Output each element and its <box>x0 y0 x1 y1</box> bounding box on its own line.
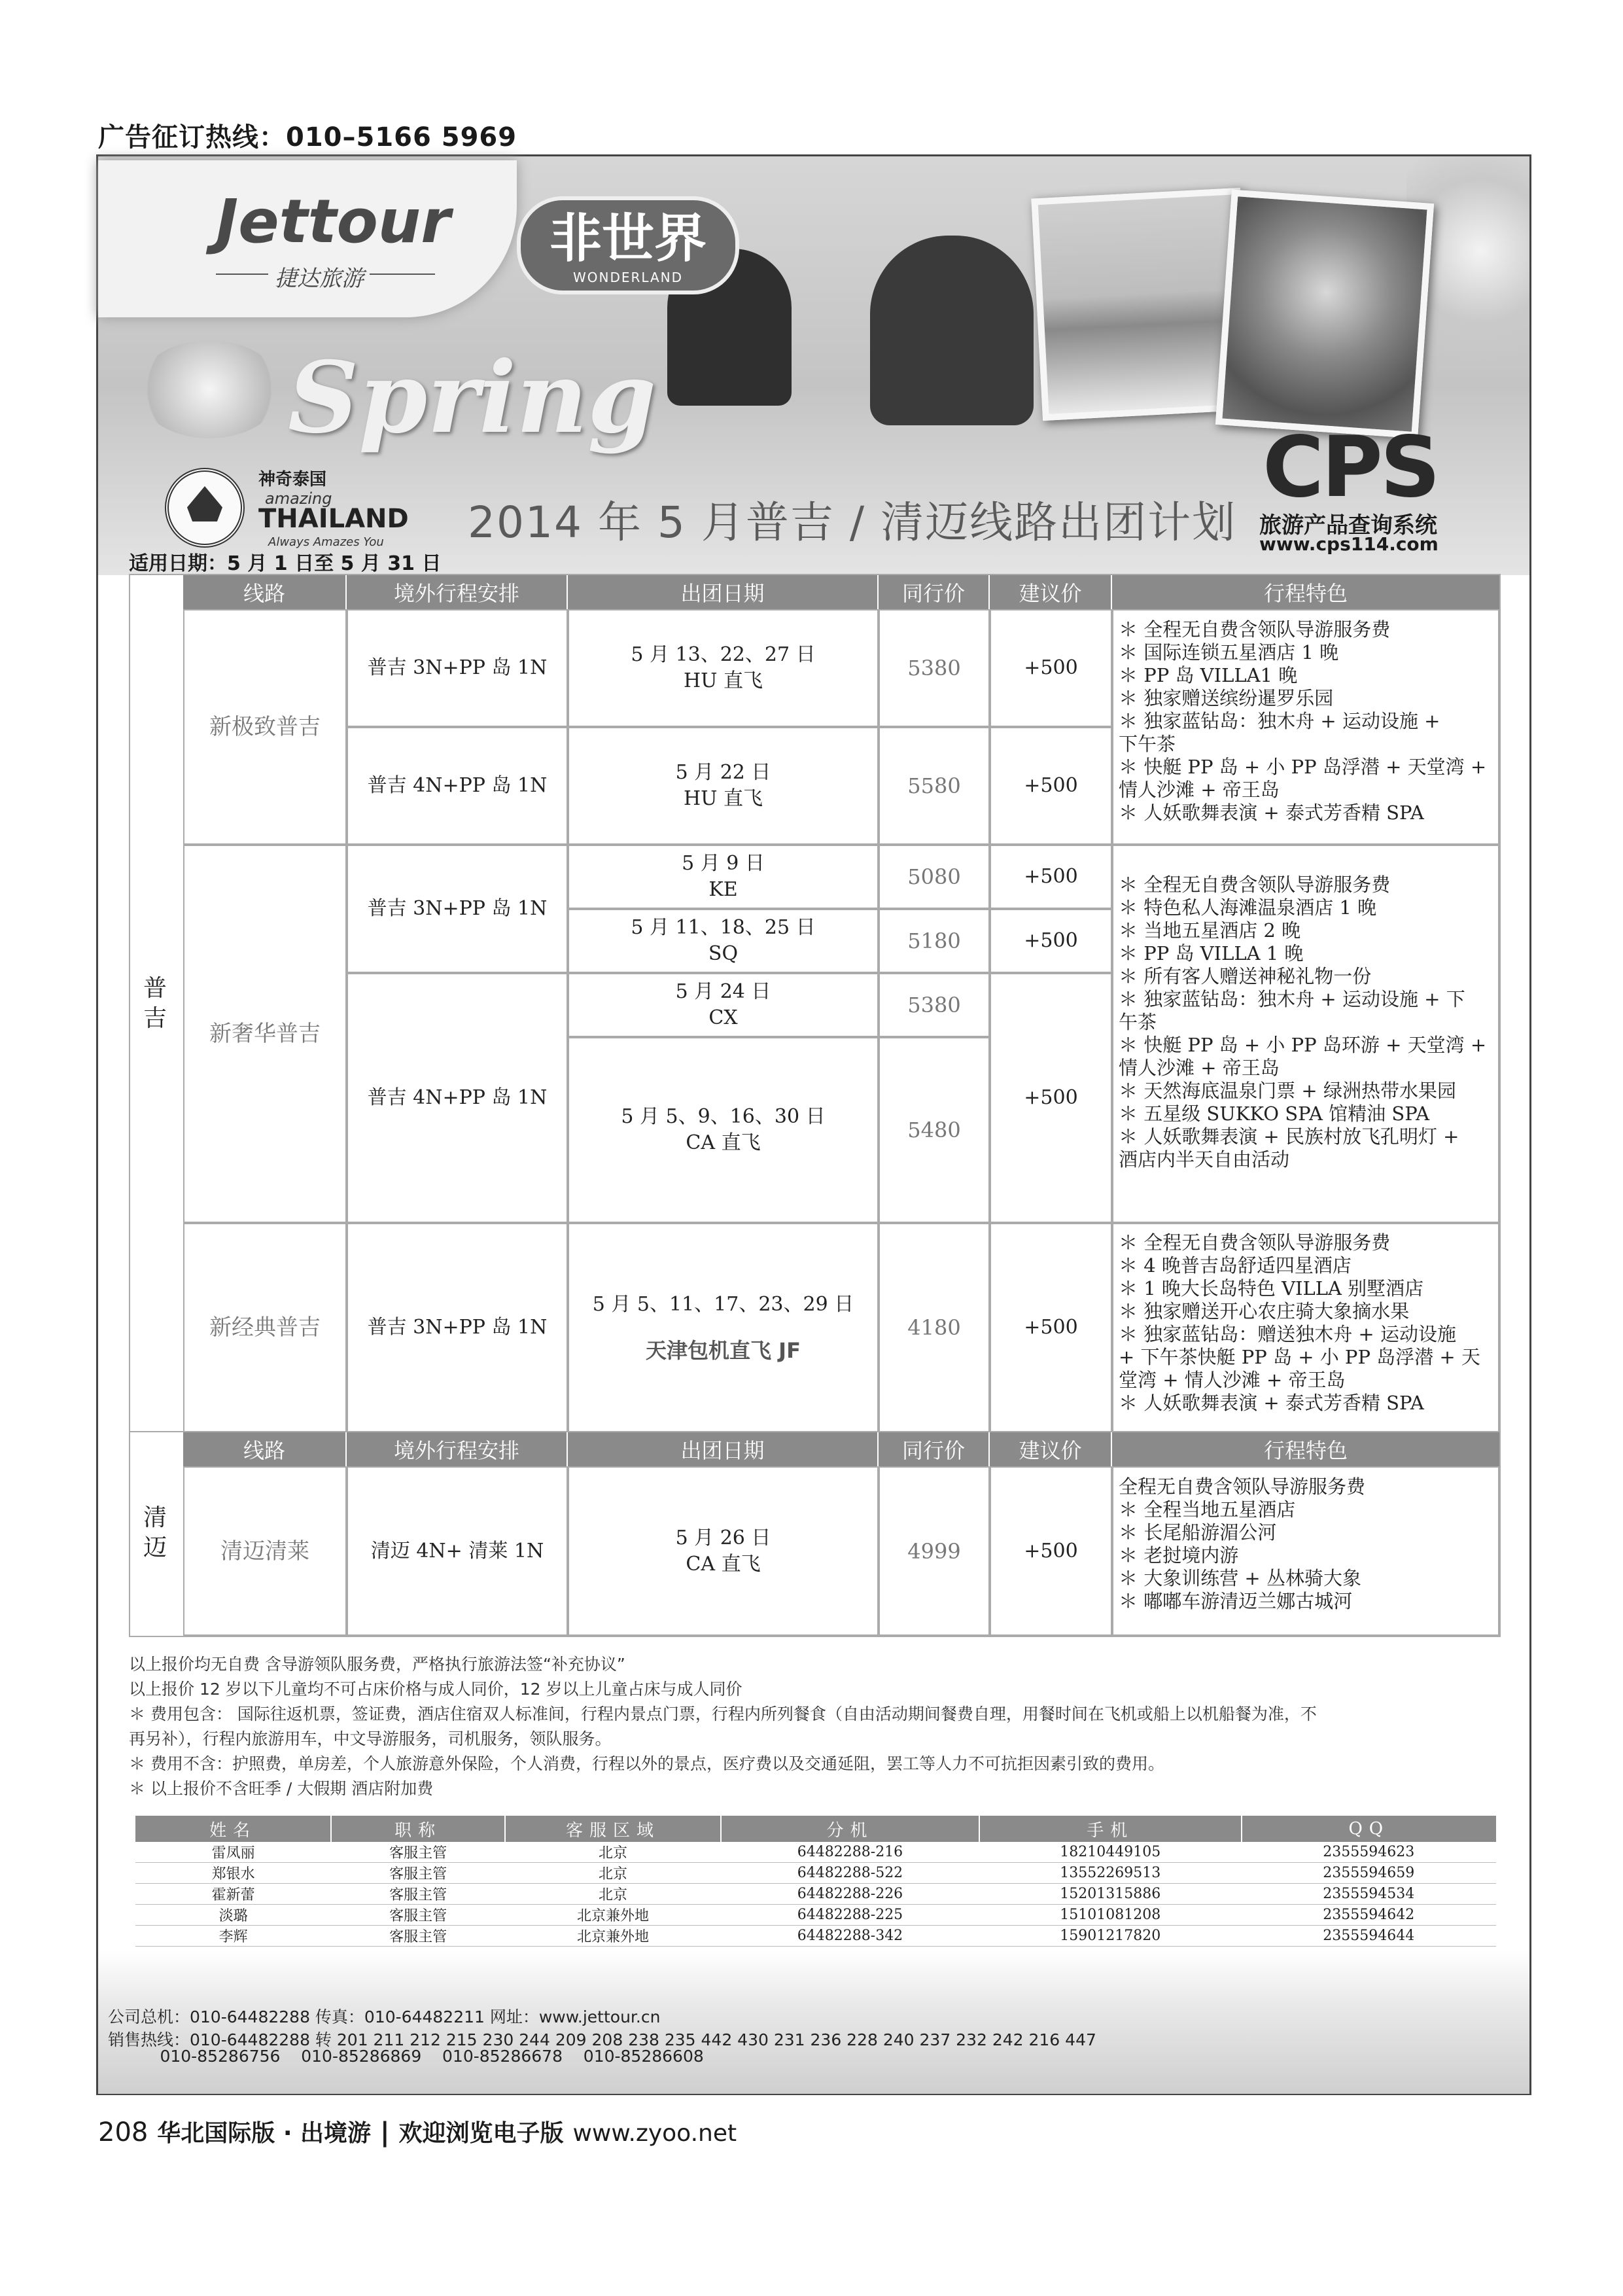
feature-line: ＊ 人妖歌舞表演 + 泰式芳香精 SPA <box>1119 802 1424 824</box>
header-itinerary: 境外行程安排 <box>347 575 568 609</box>
contact-name: 淡璐 <box>135 1905 331 1926</box>
feature-line: ＊ 人妖歌舞表演 + 泰式芳香精 SPA <box>1119 1392 1424 1414</box>
feature-line: ＊ 所有客人赠送神秘礼物一份 <box>1119 965 1372 987</box>
cps-logo: CPS <box>1263 419 1438 516</box>
features-xjz <box>1112 618 1499 824</box>
feature-line: ＊ 全程当地五星酒店 <box>1119 1498 1296 1521</box>
feature-line: + 下午茶快艇 PP 岛 + 小 PP 岛浮潜 + 天 <box>1119 1346 1480 1368</box>
note-line: 再另补），行程内旅游用车，中文导游服务，司机服务，领队服务。 <box>129 1729 612 1748</box>
ad-hotline: 广告征订热线：010–5166 5969 <box>98 122 517 152</box>
suggest-price-xjz-1: +500 <box>990 609 1112 727</box>
date-xjd <box>568 1223 879 1432</box>
feature-line: ＊ 独家蓝钻岛：独木舟 + 运动设施 + 下 <box>1119 988 1465 1010</box>
flight-text: HU 直飞 <box>684 669 763 692</box>
spring-script: Spring <box>288 340 657 455</box>
route-name-xjz: 新极致普吉 <box>183 609 347 845</box>
sales-hotline-line: 销售热线：010-64482288 转 201 211 212 215 230 244 209 208 238 235 442 430 231 236 228 240 237 232 242 216 447 <box>108 2030 1096 2049</box>
header-route-2: 线路 <box>183 1432 347 1466</box>
table-row <box>135 1884 1496 1905</box>
contact-name: 李辉 <box>135 1926 331 1947</box>
header-trade-price: 同行价 <box>879 575 990 609</box>
feature-line: ＊ 特色私人海滩温泉酒店 1 晚 <box>1119 896 1377 919</box>
thailand-logo-amazing: amazing <box>265 489 332 508</box>
feature-line: ＊ 独家赠送开心农庄骑大象摘水果 <box>1119 1300 1410 1322</box>
island-rock-right <box>870 236 1034 425</box>
itinerary-xsh-2: 普吉 4N+PP 岛 1N <box>347 973 568 1223</box>
feature-line: 堂湾 + 情人沙滩 + 帝王岛 <box>1119 1369 1346 1391</box>
feature-line: 午茶 <box>1119 1011 1157 1033</box>
note-line: ＊ 费用包含： 国际往返机票，签证费，酒店住宿双人标准间，行程内景点门票，行程内所列餐食（自由活动期间餐费自理，用餐时间在飞机或船上以机船餐为准，不 <box>129 1704 1317 1723</box>
sales-hotline-line-2: 010-85286756 010-85286869 010-85286678 010-85286608 <box>108 2047 704 2066</box>
trade-price-xsh-1: 5080 <box>879 845 990 909</box>
contact-title: 客服主管 <box>331 1905 505 1926</box>
table-row <box>135 1842 1496 1863</box>
thailand-tagline: Always Amazes You <box>268 535 384 549</box>
date-xjz-1 <box>568 609 879 727</box>
flower-decoration <box>137 340 281 438</box>
suggest-price-xjz-2: +500 <box>990 727 1112 845</box>
date-xsh-1 <box>568 845 879 909</box>
header-suggest-price: 建议价 <box>990 575 1112 609</box>
flight-text: CX <box>708 1006 738 1029</box>
trade-price-xjz-1: 5380 <box>879 609 990 727</box>
contact-title: 客服主管 <box>331 1842 505 1863</box>
logo-rule-left <box>216 274 268 275</box>
flight-text: 天津包机直飞 JF <box>646 1338 801 1363</box>
contact-region: 北京 <box>505 1842 721 1863</box>
contact-qq: 2355594659 <box>1242 1863 1496 1884</box>
region-label-chiangmai: 清迈 <box>143 1504 167 1561</box>
footer-separator: | <box>379 2117 390 2147</box>
contact-title: 客服主管 <box>331 1926 505 1947</box>
flight-text: HU 直飞 <box>684 787 763 810</box>
itinerary-qm: 清迈 4N+ 清莱 1N <box>347 1466 568 1636</box>
price-notes <box>129 1652 1503 1801</box>
itinerary-xjz-2: 普吉 4N+PP 岛 1N <box>347 727 568 845</box>
itinerary-xjz-1: 普吉 3N+PP 岛 1N <box>347 609 568 727</box>
header-trade-price-2: 同行价 <box>879 1432 990 1466</box>
contact-name: 霍新蕾 <box>135 1884 331 1905</box>
feature-line: 酒店内半天自由活动 <box>1119 1148 1290 1171</box>
feature-line: ＊ 独家蓝钻岛：赠送独木舟 + 运动设施 <box>1119 1323 1456 1345</box>
route-name-xjd: 新经典普吉 <box>183 1223 347 1432</box>
feature-line: ＊ 嘟嘟车游清迈兰娜古城河 <box>1119 1590 1353 1612</box>
suggest-price-xjd: +500 <box>990 1223 1112 1432</box>
date-text: 5 月 22 日 <box>675 761 771 784</box>
page-number: 208 <box>98 2117 148 2147</box>
jettour-logo: Jettour <box>216 186 451 256</box>
contact-qq: 2355594642 <box>1242 1905 1496 1926</box>
trade-price-xjd: 4180 <box>879 1223 990 1432</box>
date-qm <box>568 1466 879 1636</box>
date-xjz-2 <box>568 727 879 845</box>
staff-photo <box>1215 190 1434 439</box>
trade-price-xsh-3: 5380 <box>879 973 990 1037</box>
contact-mobile: 18210449105 <box>979 1842 1241 1863</box>
features-xsh <box>1112 874 1499 1171</box>
contact-mobile: 15901217820 <box>979 1926 1241 1947</box>
contact-table <box>135 1816 1496 1947</box>
feature-line: ＊ PP 岛 VILLA1 晚 <box>1119 664 1298 686</box>
thailand-tourism-seal <box>165 468 245 548</box>
feature-line: 情人沙滩 + 帝王岛 <box>1119 1057 1280 1079</box>
contact-header: QQ <box>1242 1816 1496 1842</box>
feature-line: ＊ PP 岛 VILLA 1 晚 <box>1119 942 1304 964</box>
contact-region: 北京兼外地 <box>505 1905 721 1926</box>
note-line: ＊ 费用不含：护照费，单房差，个人旅游意外保险，个人消费，行程以外的景点，医疗费以及交通延阻，罢工等人力不可抗拒因素引致的费用。 <box>129 1754 1164 1773</box>
header-features: 行程特色 <box>1112 575 1499 609</box>
contact-name: 雷凤丽 <box>135 1842 331 1863</box>
feature-line: ＊ 天然海底温泉门票 + 绿洲热带水果园 <box>1119 1080 1456 1102</box>
route-name-xsh: 新奢华普吉 <box>183 845 347 1223</box>
feature-line: ＊ 快艇 PP 岛 + 小 PP 岛环游 + 天堂湾 + <box>1119 1034 1487 1056</box>
region-label-phuket: 普吉 <box>143 975 167 1032</box>
contact-ext: 64482288-226 <box>721 1884 979 1905</box>
contact-header-row <box>135 1816 1496 1842</box>
date-text: 5 月 26 日 <box>675 1526 771 1549</box>
thailand-logo-cn: 神奇泰国 <box>258 470 327 489</box>
feature-line: ＊ 快艇 PP 岛 + 小 PP 岛浮潜 + 天堂湾 + <box>1119 756 1487 778</box>
feature-line: ＊ 老挝境内游 <box>1119 1544 1239 1566</box>
feature-line: ＊ 全程无自费含领队导游服务费 <box>1119 618 1391 641</box>
header-date: 出团日期 <box>568 575 879 609</box>
table-row <box>135 1905 1496 1926</box>
flight-text: CA 直飞 <box>686 1131 761 1154</box>
trade-price-xsh-4: 5480 <box>879 1037 990 1223</box>
contact-ext: 64482288-225 <box>721 1905 979 1926</box>
feature-line: ＊ 全程无自费含领队导游服务费 <box>1119 874 1391 896</box>
magazine-name: 华北国际版 · 出境游 <box>157 2120 372 2147</box>
contact-mobile: 15201315886 <box>979 1884 1241 1905</box>
note-line: 以上报价均无自费 含导游领队服务费，严格执行旅游法签“补充协议” <box>129 1655 625 1674</box>
feature-line: ＊ 全程无自费含领队导游服务费 <box>1119 1231 1391 1254</box>
contact-ext: 64482288-342 <box>721 1926 979 1947</box>
contact-ext: 64482288-216 <box>721 1842 979 1863</box>
date-text: 5 月 13、22、27 日 <box>631 643 816 666</box>
flight-text: SQ <box>708 942 739 965</box>
contact-region: 北京兼外地 <box>505 1926 721 1947</box>
feature-line: ＊ 当地五星酒店 2 晚 <box>1119 919 1301 942</box>
contact-qq: 2355594644 <box>1242 1926 1496 1947</box>
thailand-logo: THAILAND <box>258 504 409 534</box>
date-text: 5 月 11、18、25 日 <box>631 916 816 939</box>
date-text: 5 月 5、11、17、23、29 日 <box>592 1293 854 1316</box>
features-xjd <box>1112 1231 1499 1415</box>
flight-text: KE <box>708 878 738 901</box>
contact-title: 客服主管 <box>331 1863 505 1884</box>
suggest-price-qm: +500 <box>990 1466 1112 1636</box>
date-xsh-2 <box>568 909 879 973</box>
page-footer <box>98 2115 737 2148</box>
feature-line: 下午茶 <box>1119 733 1176 755</box>
feature-line: 情人沙滩 + 帝王岛 <box>1119 779 1280 801</box>
validity-dates: 适用日期：5 月 1 日至 5 月 31 日 <box>129 552 442 575</box>
cps-url: www.cps114.com <box>1259 533 1439 555</box>
flight-text: CA 直飞 <box>686 1552 761 1576</box>
suggest-price-xsh-34: +500 <box>990 973 1112 1223</box>
contact-qq: 2355594623 <box>1242 1842 1496 1863</box>
date-text: 5 月 5、9、16、30 日 <box>621 1105 826 1128</box>
jettour-logo-cn: 捷达旅游 <box>275 266 364 292</box>
contact-title: 客服主管 <box>331 1884 505 1905</box>
table-row <box>135 1863 1496 1884</box>
trade-price-qm: 4999 <box>879 1466 990 1636</box>
contact-region: 北京 <box>505 1884 721 1905</box>
contact-region: 北京 <box>505 1863 721 1884</box>
table-row <box>135 1926 1496 1947</box>
trade-price-xjz-2: 5580 <box>879 727 990 845</box>
date-xsh-3 <box>568 973 879 1037</box>
date-text: 5 月 9 日 <box>682 852 765 875</box>
contact-mobile: 13552269513 <box>979 1863 1241 1884</box>
note-line: ＊ 以上报价不含旺季 / 大假期 酒店附加费 <box>129 1779 434 1798</box>
header-route: 线路 <box>183 575 347 609</box>
feature-line: ＊ 4 晚普吉岛舒适四星酒店 <box>1119 1254 1352 1277</box>
feature-line: 全程无自费含领队导游服务费 <box>1119 1475 1366 1498</box>
feature-line: ＊ 独家蓝钻岛：独木舟 + 运动设施 + <box>1119 710 1440 732</box>
header-suggest-price-2: 建议价 <box>990 1432 1112 1466</box>
company-contact-line: 公司总机：010-64482288 传真：010-64482211 网址：www.jettour.cn <box>108 2007 661 2026</box>
cps-subtitle: 旅游产品查询系统 <box>1259 512 1437 539</box>
magazine-url: www.zyoo.net <box>572 2120 737 2147</box>
features-qm <box>1112 1475 1499 1613</box>
contact-header: 手机 <box>979 1816 1241 1842</box>
contact-ext: 64482288-522 <box>721 1863 979 1884</box>
wonderland-logo <box>517 196 739 294</box>
suggest-price-xsh-1: +500 <box>990 845 1112 909</box>
wonderland-logo-en: WONDERLAND <box>572 270 684 285</box>
feature-line: ＊ 1 晚大长岛特色 VILLA 别墅酒店 <box>1119 1277 1424 1299</box>
note-line: 以上报价 12 岁以下儿童均不可占床价格与成人同价，12 岁以上儿童占床与成人同价 <box>129 1680 742 1699</box>
route-name-qm: 清迈清莱 <box>183 1466 347 1636</box>
ebook-text: 欢迎浏览电子版 <box>398 2120 564 2147</box>
trade-price-xsh-2: 5180 <box>879 909 990 973</box>
contact-header: 职称 <box>331 1816 505 1842</box>
contact-header: 客服区域 <box>505 1816 721 1842</box>
contact-header: 分机 <box>721 1816 979 1842</box>
itinerary-xsh-1: 普吉 3N+PP 岛 1N <box>347 845 568 973</box>
wonderland-logo-cn: 非世界 <box>550 208 707 269</box>
contact-header: 姓名 <box>135 1816 331 1842</box>
header-features-2: 行程特色 <box>1112 1432 1499 1466</box>
date-xsh-4 <box>568 1037 879 1223</box>
feature-line: ＊ 国际连锁五星酒店 1 晚 <box>1119 641 1339 663</box>
feature-line: ＊ 独家赠送缤纷暹罗乐园 <box>1119 687 1334 709</box>
logo-rule-right <box>370 274 435 275</box>
date-text: 5 月 24 日 <box>675 980 771 1003</box>
contact-qq: 2355594534 <box>1242 1884 1496 1905</box>
contact-mobile: 15101081208 <box>979 1905 1241 1926</box>
suggest-price-xsh-2: +500 <box>990 909 1112 973</box>
header-itinerary-2: 境外行程安排 <box>347 1432 568 1466</box>
feature-line: ＊ 大象训练营 + 丛林骑大象 <box>1119 1567 1361 1589</box>
header-date-2: 出团日期 <box>568 1432 879 1466</box>
feature-line: ＊ 人妖歌舞表演 + 民族村放飞孔明灯 + <box>1119 1125 1459 1148</box>
contact-name: 郑银水 <box>135 1863 331 1884</box>
ad-title: 2014 年 5 月普吉 / 清迈线路出团计划 <box>468 497 1237 548</box>
itinerary-xjd: 普吉 3N+PP 岛 1N <box>347 1223 568 1432</box>
feature-line: ＊ 五星级 SUKKO SPA 馆精油 SPA <box>1119 1103 1430 1125</box>
feature-line: ＊ 长尾船游湄公河 <box>1119 1521 1277 1544</box>
